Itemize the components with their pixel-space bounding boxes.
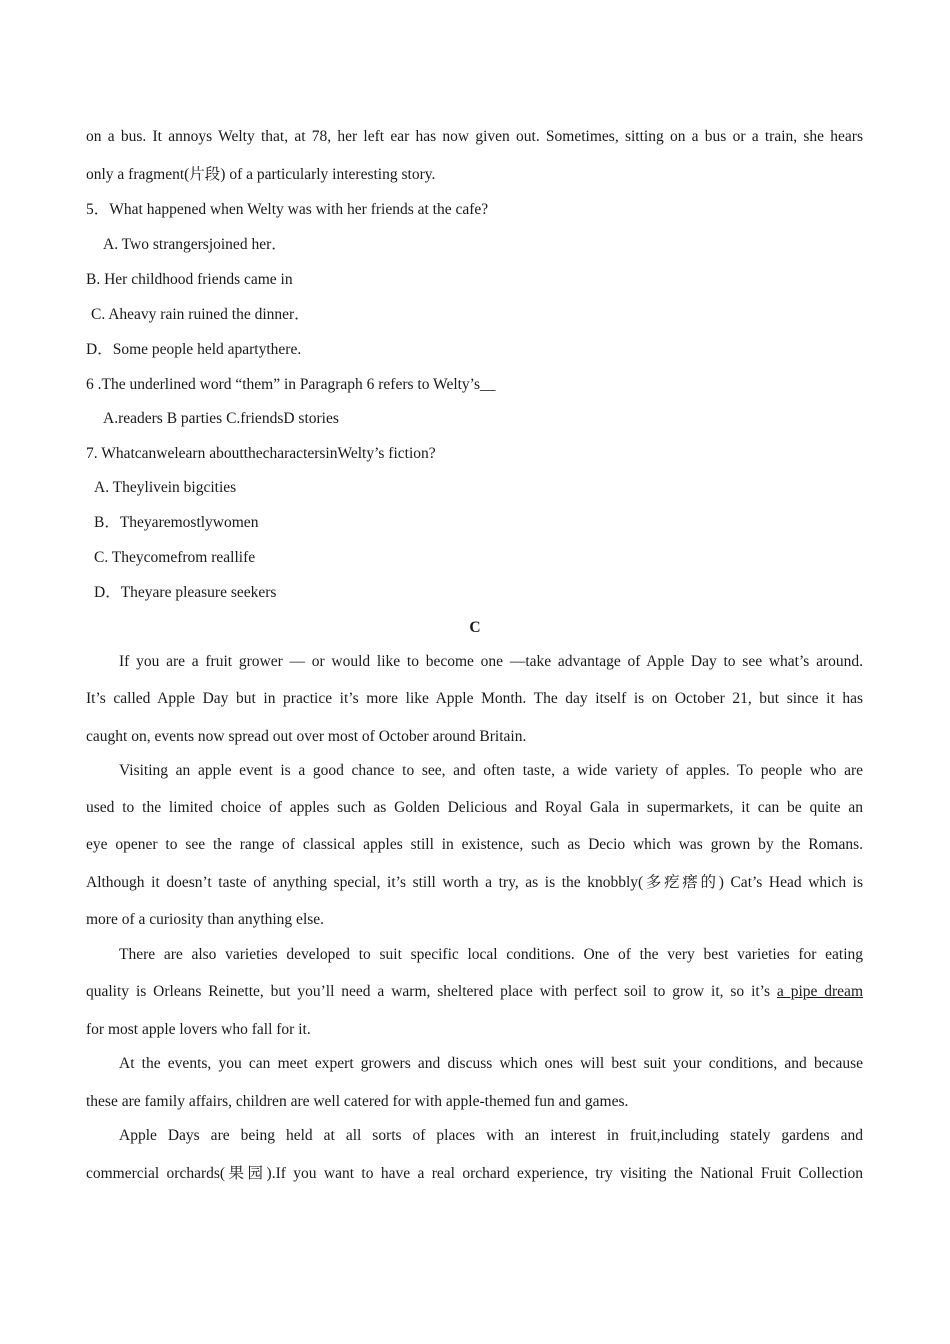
question-5-option-d: D．Some people held apartythere. bbox=[86, 341, 302, 358]
paragraph-3-line-2 bbox=[86, 982, 863, 1002]
question-7-option-a: A. Theylivein bigcities bbox=[94, 479, 237, 496]
question-6-options: A.readers B parties C.friendsD stories bbox=[103, 410, 339, 427]
paragraph-3-line-3: for most apple lovers who fall for it. bbox=[86, 1021, 311, 1038]
paragraph-3-line-1: There are also varieties developed to suit specific local conditions. One of the very best varieties for eating bbox=[119, 946, 863, 963]
question-6-stem: 6 .The underlined word “them” in Paragraph 6 refers to Welty’s__ bbox=[86, 376, 496, 393]
paragraph-5-line-2: commercial orchards(果园).If you want to have a real orchard experience, try visiting the National Fruit Collection bbox=[86, 1165, 863, 1182]
paragraph-2-line-2: used to the limited choice of apples such as Golden Delicious and Royal Gala in supermarkets, it can be quite an bbox=[86, 799, 863, 816]
paragraph-5-line-1: Apple Days are being held at all sorts of places with an interest in fruit,including stately gardens and bbox=[119, 1127, 863, 1144]
question-7-option-d: D．Theyare pleasure seekers bbox=[94, 584, 277, 601]
question-5-option-a: A. Two strangersjoined her． bbox=[103, 236, 287, 253]
paragraph-1-line-1: If you are a fruit grower — or would like to become one —take advantage of Apple Day to see what’s around. bbox=[119, 653, 863, 670]
paragraph-3-line-2-text: quality is Orleans Reinette, but you’ll need a warm, sheltered place with perfect soil to grow it, so it’s bbox=[86, 983, 777, 1000]
underlined-phrase: a pipe dream bbox=[776, 983, 863, 1000]
paragraph-2-line-1: Visiting an apple event is a good chance to see, and often taste, a wide variety of apples. To people who are bbox=[119, 762, 863, 779]
section-heading-c: C bbox=[469, 619, 481, 636]
question-7-option-b: B．Theyaremostlywomen bbox=[94, 514, 259, 531]
question-5-option-c: C. Aheavy rain ruined the dinner． bbox=[91, 306, 310, 323]
question-5-stem: 5．What happened when Welty was with her friends at the cafe? bbox=[86, 201, 489, 218]
paragraph-2-line-3: eye opener to see the range of classical apples still in existence, such as Decio which was grown by the Romans. bbox=[86, 836, 863, 853]
passage-b-line-2: only a fragment(片段) of a particularly interesting story. bbox=[86, 166, 436, 183]
question-7-stem: 7. Whatcanwelearn aboutthecharactersinWelty’s fiction? bbox=[86, 445, 436, 462]
passage-b-line-1: on a bus. It annoys Welty that, at 78, her left ear has now given out. Sometimes, sitting on a bus or a train, she hears bbox=[86, 128, 863, 145]
paragraph-2-line-4: Although it doesn’t taste of anything special, it’s still worth a try, as is the knobbly(多疙瘩的) Cat’s Head which is bbox=[86, 874, 863, 891]
paragraph-4-line-2: these are family affairs, children are well catered for with apple-themed fun and games. bbox=[86, 1093, 629, 1110]
paragraph-4-line-1: At the events, you can meet expert growers and discuss which ones will best suit your conditions, and because bbox=[119, 1055, 863, 1072]
paragraph-1-line-3: caught on, events now spread out over most of October around Britain. bbox=[86, 728, 527, 745]
question-5-option-b: B. Her childhood friends came in bbox=[86, 271, 293, 288]
paragraph-1-line-2: It’s called Apple Day but in practice it’s more like Apple Month. The day itself is on October 21, but since it has bbox=[86, 690, 863, 707]
question-7-option-c: C. Theycomefrom reallife bbox=[94, 549, 256, 566]
paragraph-2-line-5: more of a curiosity than anything else. bbox=[86, 911, 325, 928]
